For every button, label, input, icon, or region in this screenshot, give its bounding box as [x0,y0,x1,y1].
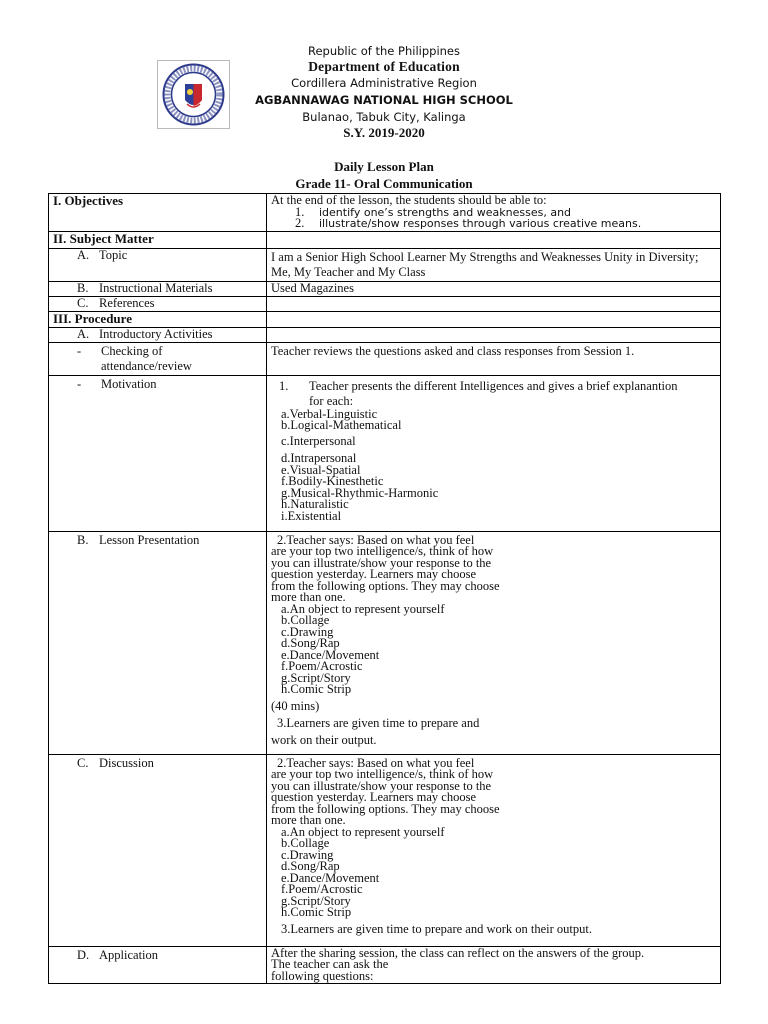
step3-text: 3.Learners are given time to prepare and work on their output. [281,921,592,936]
header-address: Bulanao, Tabuk City, Kalinga [302,110,466,124]
application-text-line: After the sharing session, the class can reflect on the answers of the group. [271,945,645,960]
discussion-text-line: 2.Teacher says: Based on what you feel [277,755,475,770]
discussion-text-line: are your top two intelligence/s, think of how [271,767,494,781]
table-row: C. References [49,296,721,311]
attendance-label: Checking of attendance/review [101,343,192,373]
option-item: e.Dance/Movement [281,647,380,662]
discussion-text-line: from the following options. They may choose [271,801,500,816]
option-item: g.Script/Story [281,893,351,908]
discussion-text-line: you can illustrate/show your response to the [271,778,492,793]
intelligence-item: i.Existential [281,508,342,523]
topic-label: Topic [99,247,128,262]
lesson-text-line: question yesterday. Learners may choose [271,567,477,581]
table-row: A. Topic I am a Senior High School Learner My Strengths and Weaknesses Unity in Diversity; Me, My Teacher and My Class [49,248,721,281]
table-row: D. Application After the sharing session, the class can reflect on the answers of the group. The teacher can ask the following questions: [49,946,721,984]
table-row [49,231,721,248]
duration-text: (40 mins) [271,698,320,713]
step3-text: 3.Learners are given time to prepare and [277,716,480,730]
table-row [49,311,721,327]
table-row: - Motivation 1. Teacher presents the different Intelligences and gives a brief explanantion for each: a.Verbal-Linguistic b.Logical-Mathematical c.Interpersonal d.Intrapersonal e.Visual-Spatial f.Bodily-Kinesthetic g.Musical-Rhythmic-Harmonic h.Naturalistic i.Existential [49,375,721,531]
topic-text: I am a Senior High School Learner My Strengths and Weaknesses Unity in Diversity; Me, My Teacher and My Class [271,249,699,279]
option-item: a.An object to represent yourself [281,601,445,616]
intelligence-item: d.Intrapersonal [281,451,357,465]
discussion-text-line: more than one. [271,813,346,827]
option-item: f.Poem/Acrostic [281,659,363,673]
lesson-plan-table [48,193,721,984]
motivation-label: Motivation [101,376,157,391]
header-school: AGBANNAWAG NATIONAL HIGH SCHOOL [255,93,513,107]
intelligence-item: a.Verbal-Linguistic [281,406,378,421]
attendance-text: Teacher reviews the questions asked and class responses from Session 1. [271,343,635,358]
application-text-line: The teacher can ask the [271,957,389,971]
table-row: - Checking of attendance/review Teacher reviews the questions asked and class responses from Session 1. [49,342,721,375]
intelligence-item: b.Logical-Mathematical [281,418,402,432]
step3-text: work on their output. [271,732,377,747]
discussion-label: Discussion [99,755,154,770]
option-item: d.Song/Rap [281,859,340,873]
option-item: c.Drawing [281,847,334,862]
application-text-line: following questions: [271,968,374,983]
subject-matter-label: II. Subject Matter [53,230,154,246]
option-item: b.Collage [281,836,330,850]
table-row: B. Lesson Presentation 2.Teacher says: Based on what you feel are your top two intelligence/s, think of how you can illustrate/show your response to the question yesterday. Learners may choose from the following options. They may choose more than one. a.An object to represent yourself b.Collage c.Drawing d.Song/Rap e.Dance/Movement f.Poem/Acrostic g.Script/Story h.Comic Strip (40 mins) 3.Learners are given time to prepare and work on their output. [49,531,721,754]
option-item: b.Collage [281,613,330,627]
introductory-label: Introductory Activities [99,326,213,341]
lesson-text-line: from the following options. They may choose [271,578,500,593]
table-row: A. Introductory Activities [49,327,721,342]
option-item: g.Script/Story [281,670,351,685]
objectives-label: I. Objectives [53,193,124,208]
table-row: C. Discussion 2.Teacher says: Based on what you feel are your top two intelligence/s, think of how you can illustrate/show your response to the question yesterday. Learners may choose from the following options. They may choose more than one. a.An object to represent yourself b.Collage c.Drawing d.Song/Rap e.Dance/Movement f.Poem/Acrostic g.Script/Story h.Comic Strip 3.Learners are given time to prepare and work on their output. [49,754,721,946]
lesson-presentation-label: Lesson Presentation [99,532,200,547]
intelligence-item: f.Bodily-Kinesthetic [281,474,384,488]
option-item: e.Dance/Movement [281,870,380,885]
doc-subtitle: Grade 11- Oral Communication [295,176,473,191]
header-region: Cordillera Administrative Region [291,76,477,90]
objectives-intro: At the end of the lesson, the students should be able to: [271,193,547,207]
motivation-intro: Teacher presents the different Intelligences and gives a brief explanantion for each: [309,378,678,408]
option-item: h.Comic Strip [281,905,352,919]
materials-text: Used Magazines [271,280,354,295]
lesson-text-line: 2.Teacher says: Based on what you feel [277,532,475,547]
objective-item: 1. identify one’s strengths and weaknesses, and [295,204,572,219]
lesson-text-line: more than one. [271,590,346,604]
header-republic: Republic of the Philippines [307,44,461,58]
intelligence-item: e.Visual-Spatial [281,462,361,477]
lesson-text-line: you can illustrate/show your response to the [271,555,492,570]
references-label: References [99,295,155,310]
doc-title: Daily Lesson Plan [334,159,434,174]
lesson-text-line: are your top two intelligence/s, think of how [271,544,494,558]
objective-item: 2. illustrate/show responses through various creative means. [295,216,642,230]
application-label: Application [99,947,159,962]
table-row: B. Instructional Materials Used Magazines [49,281,721,296]
intelligence-item: c.Interpersonal [281,433,356,448]
option-item: d.Song/Rap [281,636,340,650]
table-row [49,194,721,232]
materials-label: Instructional Materials [99,280,213,295]
header-school-year: S.Y. 2019-2020 [343,125,425,140]
header-department: Department of Education [308,59,460,74]
discussion-text-line: question yesterday. Learners may choose [271,790,477,804]
intelligence-item: g.Musical-Rhythmic-Harmonic [281,485,439,500]
option-item: f.Poem/Acrostic [281,882,363,896]
option-item: c.Drawing [281,624,334,639]
intelligence-item: h.Naturalistic [281,497,349,511]
option-item: h.Comic Strip [281,682,352,696]
procedure-label: III. Procedure [53,310,132,326]
option-item: a.An object to represent yourself [281,824,445,839]
